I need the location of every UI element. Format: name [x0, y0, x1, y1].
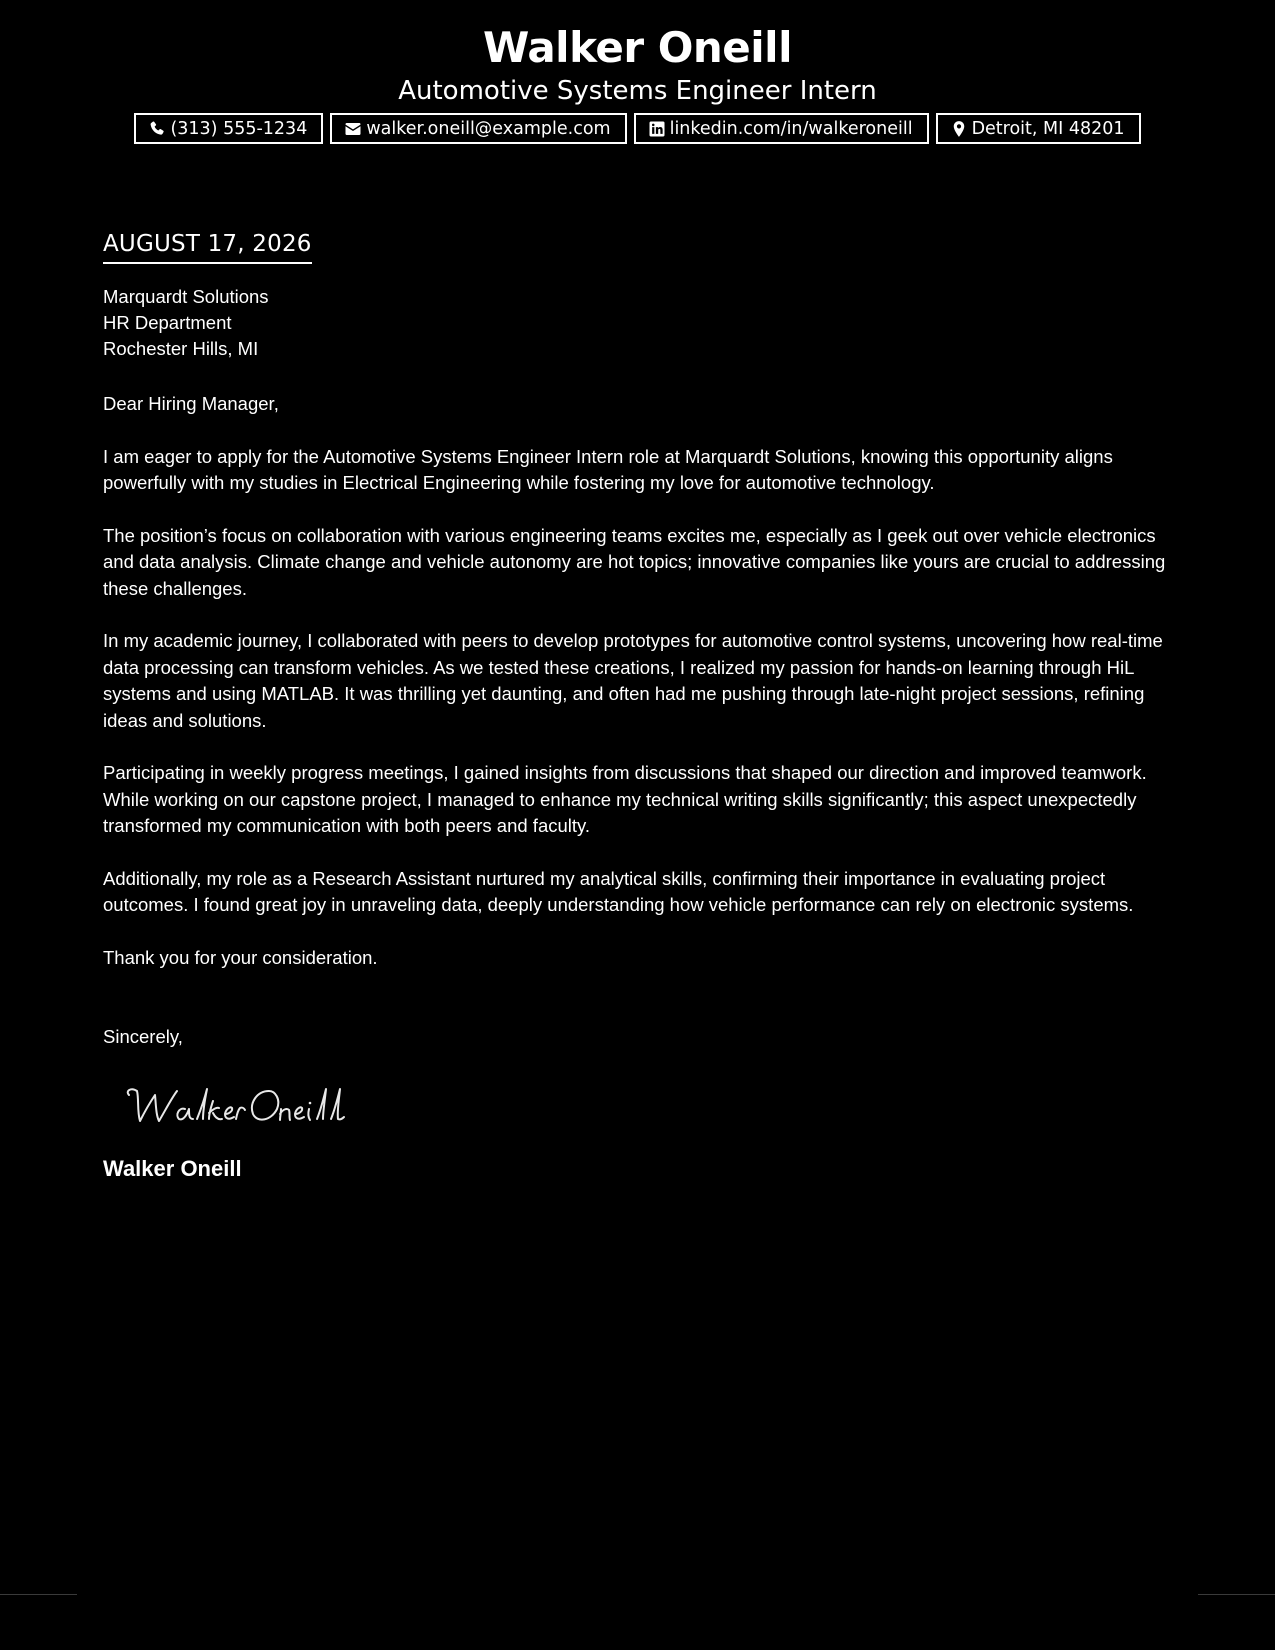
signature-image	[123, 1081, 363, 1133]
map-pin-icon	[950, 120, 968, 138]
body-paragraph: In my academic journey, I collaborated with peers to develop prototypes for automotive control systems, uncovering how real-time data processing can transform vehicles. As we tested these creations, I realized my passion for hands-on learning through HiL systems and using MATLAB. It was thrilling yet daunting, and often had me pushing through late-night project sessions, refining ideas and solutions.	[103, 630, 1163, 731]
contact-phone[interactable]	[134, 113, 323, 144]
footer-rule-left	[0, 1594, 77, 1595]
contact-linkedin[interactable]	[634, 113, 929, 144]
contact-email[interactable]	[330, 113, 626, 144]
linkedin-icon	[648, 120, 666, 138]
contact-phone-text: (313) 555-1234	[170, 118, 308, 139]
contact-location[interactable]	[936, 113, 1141, 144]
body-paragraph: Additionally, my role as a Research Assistant nurtured my analytical skills, confirming their importance in evaluating project outcomes. I found great joy in unraveling data, deeply understanding how vehicle performance can rely on electronic systems.	[103, 867, 1134, 915]
contact-linkedin-text: linkedin.com/in/walkeroneill	[669, 118, 913, 139]
handwritten-signature	[123, 1081, 1183, 1133]
applicant-title: Automotive Systems Engineer Intern	[398, 76, 877, 106]
body-paragraph: Participating in weekly progress meetings, I gained insights from discussions that shaped our direction and improved teamwork. While working on our capstone project, I managed to enhance my technical writing skills significantly; this aspect unexpectedly transformed my communication with both peers and faculty.	[103, 762, 1147, 836]
letter-header	[0, 22, 1275, 108]
footer-rule-right	[1198, 1594, 1275, 1595]
recipient-department: HR Department	[103, 312, 232, 333]
envelope-icon	[344, 120, 362, 138]
salutation: Dear Hiring Manager,	[103, 393, 279, 414]
contact-email-text: walker.oneill@example.com	[366, 118, 611, 139]
contact-location-text: Detroit, MI 48201	[971, 118, 1125, 139]
recipient-location: Rochester Hills, MI	[103, 338, 259, 359]
letter-date: AUGUST 17, 2026	[103, 226, 312, 264]
closing: Sincerely,	[103, 1026, 183, 1047]
signed-name: Walker Oneill	[103, 1155, 242, 1181]
body-paragraph: Thank you for your consideration.	[103, 946, 378, 968]
applicant-name: Walker Oneill	[483, 23, 792, 72]
body-paragraph: I am eager to apply for the Automotive Systems Engineer Intern role at Marquardt Solutions, knowing this opportunity aligns powerfully with my studies in Electrical Engineering while fostering my love for automotive technology.	[103, 445, 1113, 493]
recipient-address	[103, 284, 1183, 362]
recipient-company: Marquardt Solutions	[103, 286, 269, 307]
letter-body	[103, 226, 1183, 1183]
contact-bar	[0, 113, 1275, 144]
phone-icon	[148, 120, 166, 138]
body-paragraph: The position’s focus on collaboration with various engineering teams excites me, especially as I geek out over vehicle electronics and data analysis. Climate change and vehicle autonomy are hot topics; innovative companies like yours are crucial to addressing these challenges.	[103, 524, 1166, 599]
